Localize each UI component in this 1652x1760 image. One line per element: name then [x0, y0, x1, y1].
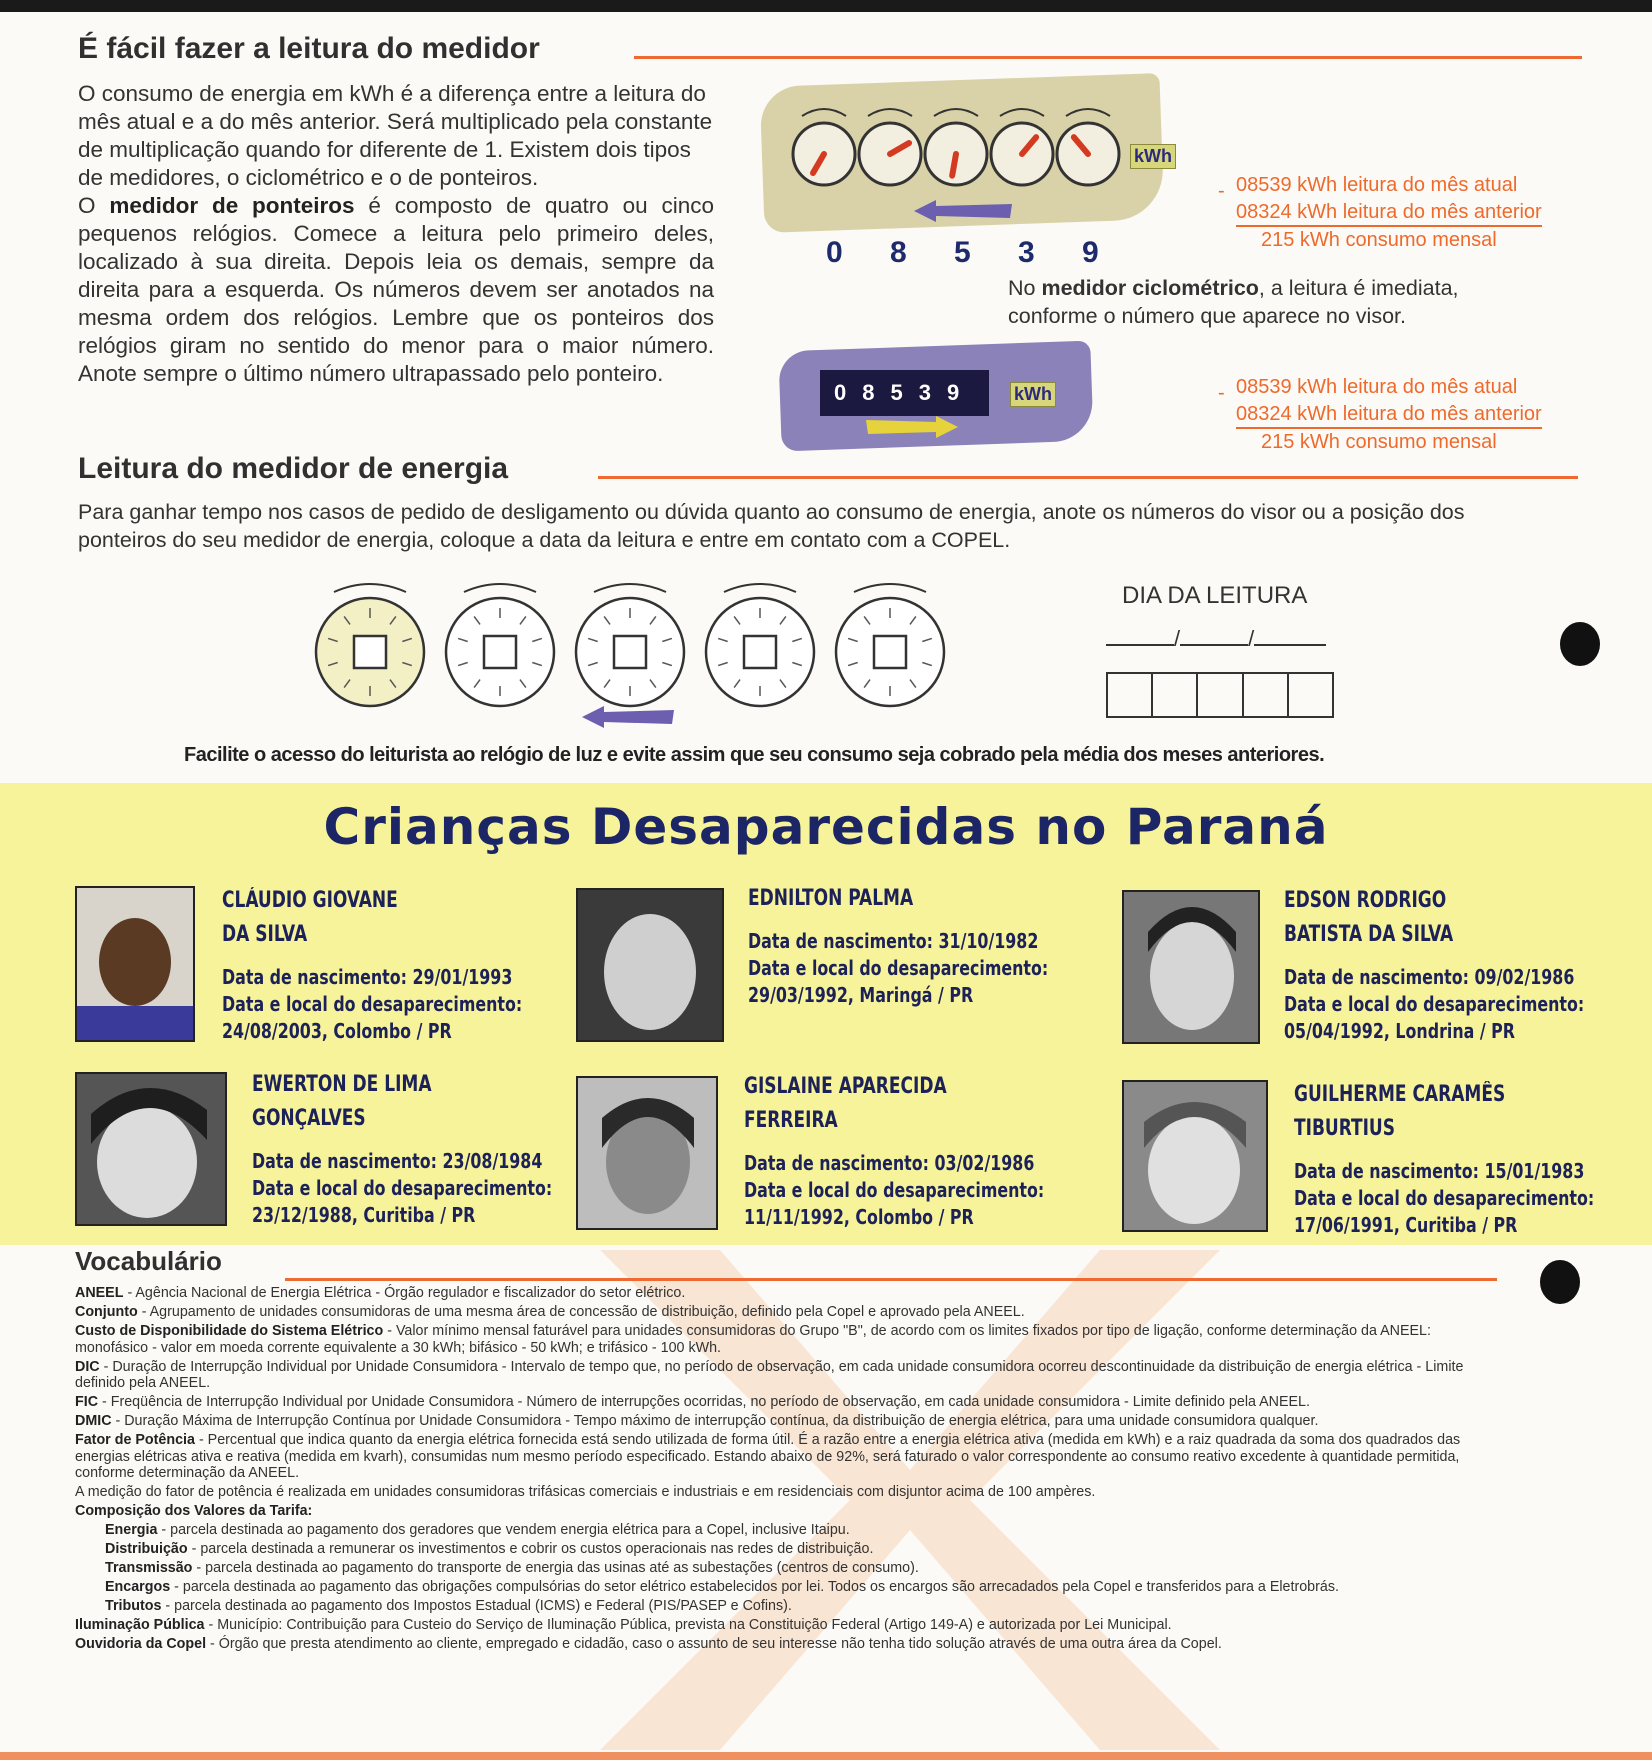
- vocab-entry: FIC - Freqüência de Interrupção Individual por Unidade Consumidora - Número de interrupções ocorridas, no período de observação, em cada unidade consumidora - Limite definido pela ANEEL.: [75, 1394, 1310, 1411]
- date-sep-1: /: [1174, 626, 1181, 651]
- tariff-entry: Distribuição - parcela destinada a remunerar os investimentos e cobrir os custos operacionais nas redes de distribuição.: [105, 1541, 874, 1558]
- child-place-label: Data e local do desaparecimento:: [1294, 1186, 1595, 1210]
- section-title-meter-reading: É fácil fazer a leitura do medidor: [78, 32, 540, 65]
- digit-4: 9: [1082, 236, 1099, 269]
- intro-text: O consumo de energia em kWh é a diferença entre a leitura do mês atual e a do mês anterior. Será multiplicado pela constante de multiplicação quando for diferente de 1. Existem dois tipos de medidores, o ciclométrico e o de ponteiros.: [78, 81, 713, 190]
- child-card-1: [222, 884, 571, 1045]
- cyclo-lead: No: [1008, 276, 1036, 300]
- child-photo-3: [1122, 890, 1260, 1044]
- child-photo-6: [1122, 1080, 1268, 1232]
- child-birth: Data de nascimento: 23/08/1984: [252, 1149, 543, 1173]
- child-name: GISLAINE APARECIDA: [744, 1074, 947, 1099]
- tariff-entry: Tributos - parcela destinada ao pagamento dos Impostos Estadual (ICMS) e Federal (PIS/PASEP e Cofins).: [105, 1598, 792, 1615]
- child-place-label: Data e local do desaparecimento:: [744, 1178, 1045, 1202]
- calc2-previous: 08324 kWh leitura do mês anterior: [1236, 401, 1542, 430]
- child-birth: Data de nascimento: 15/01/1983: [1294, 1159, 1585, 1183]
- access-notice: Facilite o acesso do leiturista ao relógio de luz e evite assim que seu consumo seja cobrado pela média dos meses anteriores.: [184, 744, 1325, 766]
- digit-0: 0: [826, 236, 843, 269]
- rotation-arc: [724, 584, 796, 592]
- title-rule-2: [598, 476, 1578, 479]
- child-place: 05/04/1992, Londrina / PR: [1284, 1019, 1515, 1043]
- child-name-line2: TIBURTIUS: [1294, 1116, 1396, 1141]
- date-cells: [1106, 672, 1334, 718]
- direction-arrow-left-icon: [914, 200, 1014, 222]
- rotation-arc: [1066, 109, 1110, 116]
- vocab-entry: Custo de Disponibilidade do Sistema Elétrico - Valor mínimo mensal faturável para unidades consumidoras do Grupo "B", de acordo com os limites fixados por tipo de ligação, conforme determinação da ANEEL: monofásico - valor em moeda corrente equivalente a 30 kWh; bifásico - 50 kWh; e trifásico - 100 kWh.: [75, 1322, 1431, 1356]
- child-photo-1: [75, 886, 195, 1042]
- child-place-label: Data e local do desaparecimento:: [222, 992, 523, 1016]
- child-photo-2: [576, 888, 724, 1042]
- digit-3: 3: [1018, 236, 1035, 269]
- blank-dial-box: [614, 636, 646, 668]
- blank-dial-box: [874, 636, 906, 668]
- child-place: 29/03/1992, Maringá / PR: [748, 983, 974, 1007]
- rotation-arc: [464, 584, 536, 592]
- vocabulary-list: [75, 1285, 1495, 1655]
- missing-children-title: Crianças Desaparecidas no Paraná: [323, 798, 1329, 856]
- child-birth: Data de nascimento: 29/01/1993: [222, 965, 513, 989]
- vocab-entry: Composição dos Valores da Tarifa:: [75, 1503, 313, 1520]
- child-photo-4: [75, 1072, 227, 1226]
- child-place: 17/06/1991, Curitiba / PR: [1294, 1213, 1518, 1237]
- digit-2: 5: [954, 236, 971, 269]
- cyclometer-display: 08539: [820, 370, 989, 416]
- section-title-energy-meter: Leitura do medidor de energia: [78, 452, 509, 485]
- tariff-entry: Energia - parcela destinada ao pagamento dos geradores que vendem energia elétrica para a Copel, inclusive Itaipu.: [105, 1522, 850, 1539]
- ink-blot: [1560, 622, 1600, 666]
- vocab-entry: Iluminação Pública - Município: Contribuição para Custeio do Serviço de Iluminação Pública, prevista na Constituição Federal (Artigo 149-A) e autorizada por Lei Municipal.: [75, 1617, 1172, 1634]
- rotation-arc: [802, 109, 846, 116]
- child-name-line2: FERREIRA: [744, 1108, 838, 1133]
- intro-paragraph: [78, 80, 714, 388]
- vocab-entry: DMIC - Duração Máxima de Interrupção Contínua por Unidade Consumidora - Tempo máximo de interrupção contínua, da distribuição de energia elétrica, para uma unidade consumidora qualquer.: [75, 1413, 1319, 1430]
- blank-dial-box: [744, 636, 776, 668]
- date-blanks: [1106, 626, 1330, 652]
- top-edge: [0, 0, 1652, 12]
- calc2-current: 08539 kWh leitura do mês atual: [1236, 376, 1518, 398]
- child-place: 23/12/1988, Curitiba / PR: [252, 1203, 476, 1227]
- kwh-tag-2: kWh: [1010, 382, 1056, 407]
- child-name: GUILHERME CARAMÊS: [1294, 1082, 1506, 1107]
- child-name: EWERTON DE LIMA: [252, 1072, 432, 1097]
- section2-paragraph: Para ganhar tempo nos casos de pedido de desligamento ou dúvida quanto ao consumo de energia, anote os números do visor ou a posição dos ponteiros do seu medidor de energia, coloque a data da leitura e entre em contato com a COPEL.: [78, 500, 1465, 552]
- child-birth: Data de nascimento: 31/10/1982: [748, 929, 1039, 953]
- child-name-line2: DA SILVA: [222, 922, 308, 947]
- child-place: 24/08/2003, Colombo / PR: [222, 1019, 452, 1043]
- calc-previous: 08324 kWh leitura do mês anterior: [1236, 199, 1542, 228]
- title-rule: [634, 56, 1582, 59]
- calc2-result: 215 kWh consumo mensal: [1261, 431, 1497, 453]
- child-birth: Data de nascimento: 03/02/1986: [744, 1151, 1035, 1175]
- bottom-edge: [0, 1752, 1652, 1760]
- child-card-4: [252, 1068, 601, 1229]
- rotation-arc: [594, 584, 666, 592]
- vocabulary-title: Vocabulário: [75, 1246, 222, 1276]
- digit-1: 8: [890, 236, 907, 269]
- vocab-entry: Conjunto - Agrupamento de unidades consumidoras de uma mesma área de concessão de distribuição, definido pela Copel e aprovado pela ANEEL.: [75, 1303, 1025, 1320]
- minus-sign-2: -: [1218, 382, 1225, 404]
- vocab-rule: [285, 1278, 1497, 1281]
- vocab-entry: Fator de Potência - Percentual que indica quanto da energia elétrica fornecida está sendo utilizada de forma útil. É a razão entre a energia elétrica ativa (medida em kWh) e a raiz quadrada da soma dos quadrados das energias elétricas ativa e reativa (medida em kvarh), consumidas num mesmo período especificado. Estando abaixo de 92%, será faturado o valor correspondente ao consumo reativo excedente à quantidade permitida, conforme determinação da ANEEL.: [75, 1432, 1461, 1482]
- calculation-pointer: [1218, 172, 1542, 254]
- child-place-label: Data e local do desaparecimento:: [748, 956, 1049, 980]
- child-card-3: [1284, 884, 1633, 1045]
- pointer-meter-text: é composto de quatro ou cinco pequenos relógios. Comece a leitura pelo primeiro deles, localizado à sua direita. Depois leia os demais, sempre da direita para a esquerda. Os números devem ser anotados na mesma ordem dos relógios. Lembre que os ponteiros dos relógios giram no sentido do menor para o maior número. Anote sempre o último número ultrapassado pelo ponteiro.: [78, 193, 714, 386]
- rotation-arc: [934, 109, 978, 116]
- kwh-tag: kWh: [1130, 144, 1176, 169]
- rotation-arc: [334, 584, 406, 592]
- calc-result: 215 kWh consumo mensal: [1261, 229, 1497, 251]
- minus-sign: -: [1218, 180, 1225, 202]
- vocab-entry: A medição do fator de potência é realizada em unidades consumidoras trifásicas comerciais e industriais e em residenciais com disjuntor acima de 100 ampères.: [75, 1484, 1096, 1501]
- cyclometer-paragraph: [1008, 274, 1528, 330]
- rotation-arc: [1000, 109, 1044, 116]
- calc-current: 08539 kWh leitura do mês atual: [1236, 174, 1518, 196]
- child-place-label: Data e local do desaparecimento:: [1284, 992, 1585, 1016]
- calculation-cyclometer: [1218, 374, 1542, 456]
- rotation-arc: [868, 109, 912, 116]
- blank-dial-box: [484, 636, 516, 668]
- vocab-entry: Ouvidoria da Copel - Órgão que presta atendimento ao cliente, empregado e cidadão, caso o assunto de seu interesse não tenha tido solução através de uma outra área da Copel.: [75, 1636, 1222, 1653]
- tariff-entry: Encargos - parcela destinada ao pagamento das obrigações compulsórias do setor elétrico estabelecidos por lei. Todos os encargos são arrecadados pela Copel e transferidos para a Eletrobrás.: [105, 1579, 1339, 1596]
- blank-dials-arrow-icon: [582, 706, 674, 728]
- ink-blot-2: [1540, 1260, 1580, 1304]
- child-card-5: [744, 1070, 1093, 1231]
- tariff-entry: Transmissão - parcela destinada ao pagamento do transporte de energia das usinas até as subestações (centros de consumo).: [105, 1560, 919, 1577]
- child-name: EDSON RODRIGO: [1284, 888, 1447, 913]
- dial-pointer: [952, 154, 956, 176]
- vocab-entry: ANEEL - Agência Nacional de Energia Elétrica - Órgão regulador e fiscalizador do setor elétrico.: [75, 1285, 686, 1301]
- child-place-label: Data e local do desaparecimento:: [252, 1176, 553, 1200]
- child-card-2: [748, 882, 1097, 1009]
- direction-arrow-right-icon: [866, 416, 958, 438]
- child-name-line2: GONÇALVES: [252, 1106, 366, 1131]
- cyclometer-term: medidor ciclométrico: [1041, 276, 1259, 300]
- blank-dial-box: [354, 636, 386, 668]
- vocab-entry: DIC - Duração de Interrupção Individual por Unidade Consumidora - Intervalo de tempo que, no período de observação, em cada unidade consumidora ocorreu descontinuidade da distribuição de energia elétrica - Limite definido pela ANEEL.: [75, 1358, 1464, 1392]
- pointer-lead: O: [78, 193, 96, 218]
- child-place: 11/11/1992, Colombo / PR: [744, 1205, 974, 1229]
- cyclometer-text: , a leitura é imediata, conforme o número que aparece no visor.: [1008, 276, 1459, 328]
- child-card-6: [1294, 1078, 1643, 1239]
- child-name: EDNILTON PALMA: [748, 886, 914, 911]
- pointer-reading-digits: [826, 236, 1146, 270]
- child-name: CLÁUDIO GIOVANE: [222, 888, 398, 913]
- date-sep-2: /: [1248, 626, 1255, 651]
- date-label: DIA DA LEITURA: [1122, 582, 1308, 609]
- child-birth: Data de nascimento: 09/02/1986: [1284, 965, 1575, 989]
- child-name-line2: BATISTA DA SILVA: [1284, 922, 1454, 947]
- pointer-meter-term: medidor de ponteiros: [109, 193, 355, 218]
- pointer-meter-paragraph: [78, 192, 714, 388]
- rotation-arc: [854, 584, 926, 592]
